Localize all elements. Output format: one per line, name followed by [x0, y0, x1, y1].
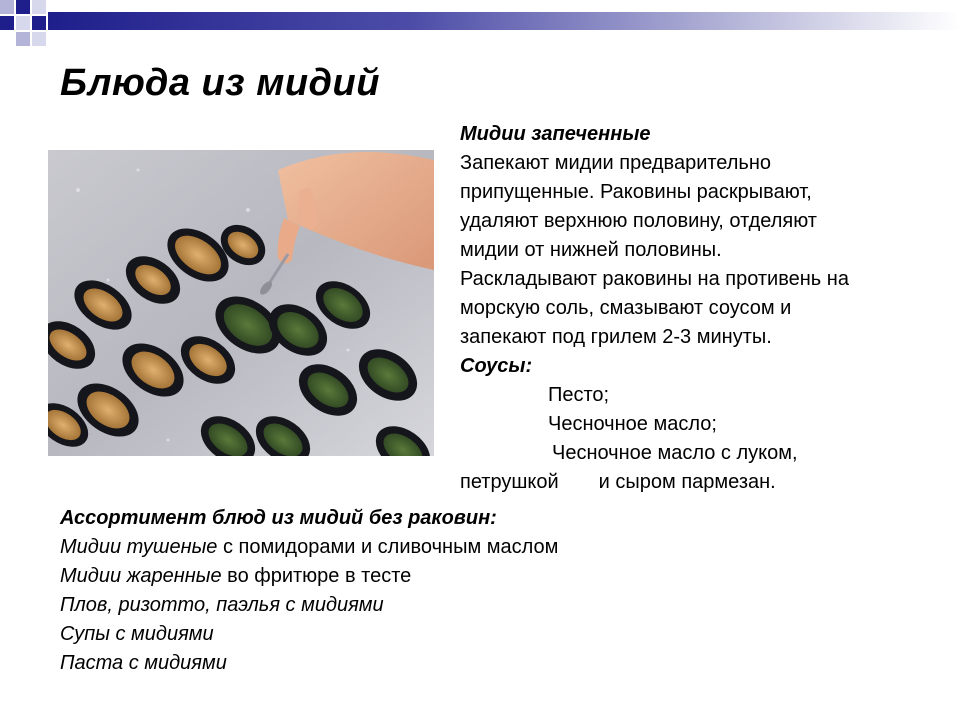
decor-square — [32, 32, 46, 46]
description-line: морскую соль, смазывают соусом и — [460, 297, 792, 319]
decorative-header-bar — [0, 0, 960, 46]
sauce-item: Чесночное масло; — [548, 413, 717, 435]
sauce-continuation-left: петрушкой — [460, 471, 559, 493]
list-item-dish: Мидии тушеные — [60, 536, 218, 558]
list-item-dish: Супы с мидиями — [60, 623, 214, 645]
header-gradient-stripe — [48, 12, 960, 30]
description-line: удаляют верхнюю половину, отделяют — [460, 210, 817, 232]
decor-square — [32, 0, 46, 14]
decor-square — [0, 0, 14, 14]
baked-mussels-description — [460, 120, 940, 497]
baked-heading: Мидии запеченные — [460, 123, 651, 145]
sauce-item: Песто; — [548, 384, 610, 406]
list-item-dish: Мидии жаренные — [60, 565, 222, 587]
list-item-detail: с помидорами и сливочным маслом — [217, 536, 559, 558]
list-item — [60, 533, 920, 562]
description-line: припущенные. Раковины раскрывают, — [460, 181, 812, 203]
decor-square — [16, 16, 30, 30]
description-line: запекают под грилем 2-3 минуты. — [460, 326, 772, 348]
description-line: Запекают мидии предварительно — [460, 152, 772, 174]
assortment-heading: Ассортимент блюд из мидий без раковин: — [60, 507, 497, 529]
list-item-dish: Плов, ризотто, паэлья с мидиями — [60, 594, 384, 616]
decor-square — [16, 0, 30, 14]
sauce-item: Чесночное масло с луком, — [552, 442, 798, 464]
list-item — [60, 649, 920, 678]
assortment-list — [60, 504, 920, 678]
list-item — [60, 620, 920, 649]
list-item-detail: во фритюре в тесте — [221, 565, 412, 587]
sauce-continuation-right: и сыром пармезан. — [598, 471, 776, 493]
list-item — [60, 591, 920, 620]
sauces-heading: Соусы: — [460, 355, 533, 377]
decor-square — [32, 16, 46, 30]
baked-mussels-photo — [48, 150, 434, 456]
list-item — [60, 562, 920, 591]
slide-title: Блюда из мидий — [60, 62, 380, 104]
decor-square — [0, 16, 14, 30]
list-item-dish: Паста с мидиями — [60, 652, 227, 674]
description-line: мидии от нижней половины. — [460, 239, 722, 261]
sauce-item-continuation — [460, 468, 940, 497]
decor-square — [16, 32, 30, 46]
description-line: Раскладывают раковины на противень на — [460, 268, 849, 290]
